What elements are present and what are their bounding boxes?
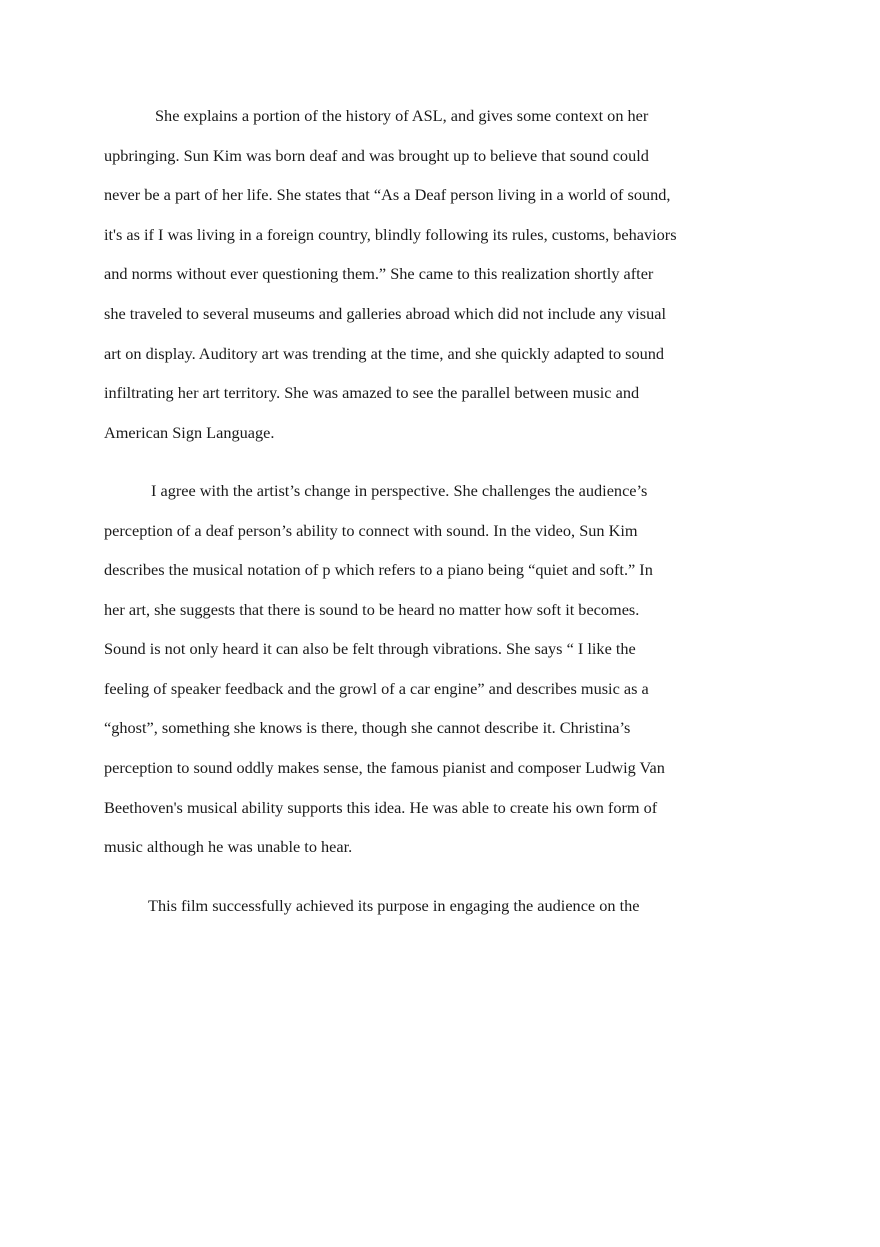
paragraph-line: She explains a portion of the history of ASL, and gives some context on her	[155, 106, 649, 125]
paragraph-line: art on display. Auditory art was trending at the time, and she quickly adapted to sound	[104, 344, 665, 363]
paragraph-line: she traveled to several museums and galleries abroad which did not include any visual	[104, 304, 666, 323]
paragraph-line: perception to sound oddly makes sense, the famous pianist and composer Ludwig Van	[104, 758, 665, 777]
paragraph-line: I agree with the artist’s change in perspective. She challenges the audience’s	[151, 481, 648, 500]
paragraph-line: upbringing. Sun Kim was born deaf and was brought up to believe that sound could	[104, 146, 649, 165]
paragraph-line: her art, she suggests that there is sound to be heard no matter how soft it becomes.	[104, 600, 640, 619]
paragraph-line: “ghost”, something she knows is there, though she cannot describe it. Christina’s	[104, 718, 631, 737]
paragraph-line: describes the musical notation of p which refers to a piano being “quiet and soft.” In	[104, 560, 653, 579]
paragraph-line: perception of a deaf person’s ability to connect with sound. In the video, Sun Kim	[104, 521, 638, 540]
paragraph-line: This film successfully achieved its purpose in engaging the audience on the	[148, 896, 640, 915]
paragraph-line: Sound is not only heard it can also be felt through vibrations. She says “ I like the	[104, 639, 636, 658]
paragraph-line: music although he was unable to hear.	[104, 837, 353, 856]
paragraph-line: infiltrating her art territory. She was amazed to see the parallel between music and	[104, 383, 640, 402]
paragraph-line: it's as if I was living in a foreign country, blindly following its rules, customs, behaviors	[104, 225, 677, 244]
paragraph-line: and norms without ever questioning them.” She came to this realization shortly after	[104, 264, 654, 283]
paragraph-line: American Sign Language.	[104, 423, 275, 442]
paragraph-line: never be a part of her life. She states that “As a Deaf person living in a world of sound,	[104, 185, 671, 204]
paragraph-line: feeling of speaker feedback and the growl of a car engine” and describes music as a	[104, 679, 649, 698]
paragraph-line: Beethoven's musical ability supports this idea. He was able to create his own form of	[104, 798, 658, 817]
